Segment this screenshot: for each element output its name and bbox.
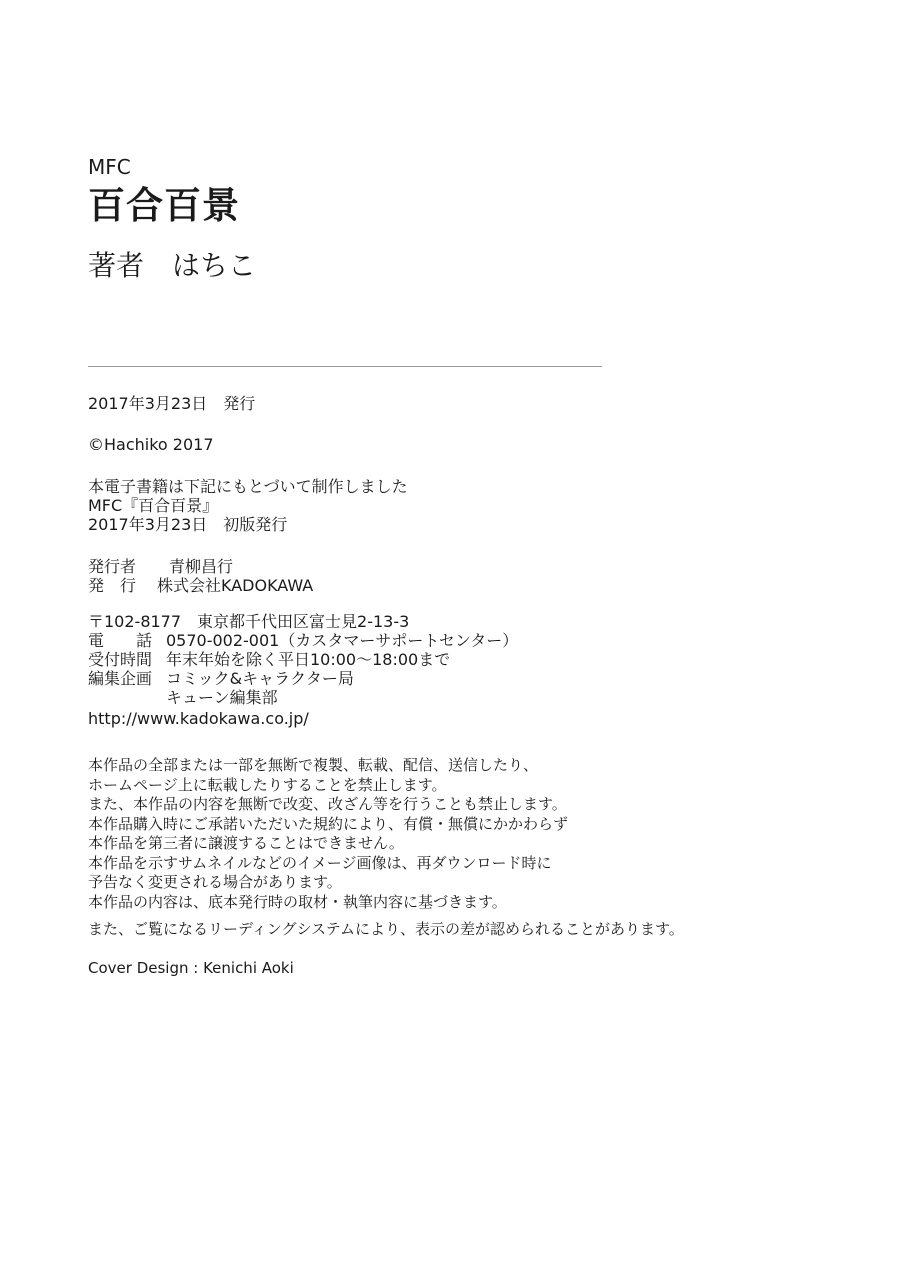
editor-label: 編集企画 (88, 669, 153, 688)
copyright-block (88, 435, 214, 454)
notice-line: 本作品購入時にご承諾いただいた規約により、有償・無償にかかわらず (88, 814, 569, 833)
notice-line: 本作品の全部または一部を無断で複製、転載、配信、送信したり、 (88, 756, 539, 774)
book-title: 百合百景 (88, 184, 240, 227)
notice-line: 本作品を第三者に譲渡することはできません。 (88, 834, 404, 852)
editor-value-1: コミック&キャラクター局 (166, 669, 354, 688)
hours-row (88, 650, 518, 669)
publisher-url[interactable]: http://www.kadokawa.co.jp/ (88, 709, 309, 728)
notice-line: 本作品の内容は、底本発行時の取材・執筆内容に基づきます。 (88, 892, 507, 911)
notice-line: また、本作品の内容を無断で改変、改ざん等を行うことも禁止します。 (88, 795, 567, 813)
copyright-line: ©Hachiko 2017 (88, 435, 214, 454)
publication-date (88, 394, 255, 413)
series-label: MFC (88, 155, 131, 179)
hours-value: 年末年始を除く平日10:00～18:00まで (166, 650, 451, 669)
editor-value-2: キューン編集部 (166, 688, 278, 707)
publisher-person-label: 発行者 (88, 557, 137, 576)
phone-row (88, 631, 518, 650)
contact-block (88, 612, 518, 728)
editor-row-2 (88, 688, 518, 707)
issuer-value: 株式会社KADOKAWA (157, 576, 314, 595)
notice-line: 予告なく変更される場合があります。 (88, 873, 342, 891)
ebook-note-line: 本電子書籍は下記にもとづいて制作しました (88, 477, 408, 496)
publisher-person-value: 青柳昌行 (169, 557, 234, 576)
ebook-note (88, 477, 408, 534)
phone-value: 0570-002-001（カスタマーサポートセンター） (166, 631, 519, 650)
reading-system-note-line: また、ご覧になるリーディングシステムにより、表示の差が認められることがあります。 (88, 920, 684, 938)
address-line: 〒102-8177 東京都千代田区富士見2-13-3 (88, 612, 410, 631)
notice-line: ホームページ上に転載したりすることを禁止します。 (88, 775, 447, 794)
cover-design-credit (88, 959, 294, 979)
notice-line: 本作品を示すサムネイルなどのイメージ画像は、再ダウンロード時に (88, 853, 552, 872)
reading-system-note (88, 920, 684, 940)
editor-row (88, 669, 518, 688)
cover-design-line: Cover Design : Kenichi Aoki (88, 959, 294, 977)
publisher-block (88, 557, 313, 595)
hours-label: 受付時間 (88, 650, 153, 669)
issuer-label: 発 行 (88, 576, 137, 595)
notice-block (88, 756, 568, 912)
ebook-source-title: MFC『百合百景』 (88, 496, 219, 515)
ebook-source-date: 2017年3月23日 初版発行 (88, 515, 288, 534)
issuer-row (88, 576, 313, 595)
phone-label: 電 話 (88, 631, 153, 650)
publication-date-line: 2017年3月23日 発行 (88, 394, 256, 413)
author-line: 著者 はちこ (88, 249, 257, 282)
publisher-person-row (88, 557, 313, 576)
divider-rule (88, 366, 602, 367)
